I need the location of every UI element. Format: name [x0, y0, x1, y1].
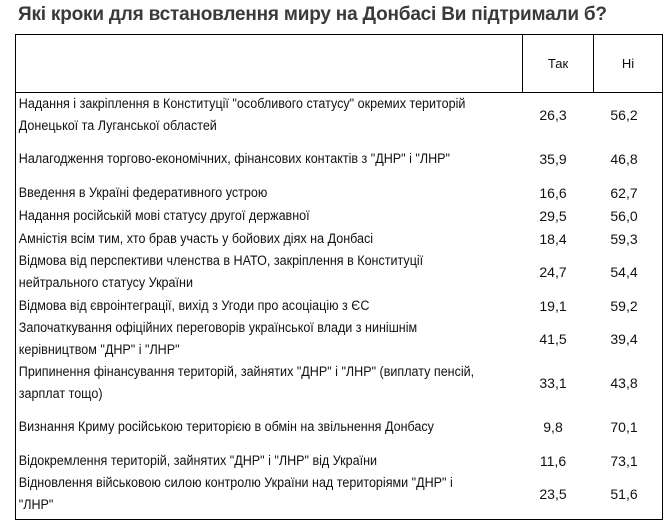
table-row [16, 405, 662, 449]
value-yes: 18,4 [539, 230, 567, 247]
row-label: Введення в Україні федеративного устрою [18, 184, 268, 200]
table-header [16, 35, 662, 93]
row-label: Відмова від перспективи членства в НАТО, закріплення в Конституції нейтрального статусу України [18, 253, 424, 290]
row-label: Припинення фінансування територій, зайнятих "ДНР" і "ЛНР" (виплату пенсій, зарплат тощо) [18, 364, 475, 401]
value-no: 43,8 [610, 375, 638, 391]
table-row [16, 204, 662, 227]
table-row [16, 250, 662, 294]
value-no: 39,4 [610, 331, 638, 347]
table-row [16, 472, 662, 516]
value-no: 54,4 [610, 264, 638, 280]
table-row [16, 294, 662, 317]
value-yes: 23,5 [539, 486, 567, 502]
row-label: Налагодження торгово-економічних, фінансових контактів з "ДНР" і "ЛНР" [18, 151, 451, 166]
value-no: 46,8 [610, 151, 638, 167]
table-row [16, 93, 662, 137]
row-label: Визнання Криму російською територією в обмін на звільнення Донбасу [18, 419, 434, 434]
value-no: 51,6 [610, 486, 638, 502]
value-yes: 33,1 [539, 375, 567, 391]
row-label: Відновлення військовою силою контролю України над територіями "ДНР" і "ЛНР" [18, 475, 453, 512]
value-yes: 29,5 [539, 207, 567, 224]
row-label: Надання і закріплення в Конституції "особливого статусу" окремих територій Донецької та Луганської областей [18, 96, 466, 133]
value-no: 56,2 [610, 107, 638, 123]
value-no: 62,7 [610, 184, 638, 201]
table-row [16, 449, 662, 472]
value-no: 73,1 [610, 452, 638, 469]
value-yes: 19,1 [539, 297, 567, 314]
table-row [16, 181, 662, 204]
value-no: 59,3 [610, 230, 638, 247]
value-yes: 41,5 [539, 331, 567, 347]
value-yes: 35,9 [539, 151, 567, 167]
row-label: Надання російській мові статусу другої державної [18, 207, 310, 223]
survey-table [15, 34, 663, 520]
table-row [16, 317, 662, 361]
row-label: Відокремлення територій, зайнятих "ДНР" і "ЛНР" від України [18, 452, 378, 468]
value-no: 70,1 [610, 419, 638, 435]
value-yes: 11,6 [539, 452, 567, 469]
row-label: Відмова від євроінтеграції, вихід з Угоди про асоціацію з ЄС [18, 297, 370, 313]
column-header-yes: Так [522, 35, 593, 92]
table-row [16, 361, 662, 405]
value-yes: 24,7 [539, 264, 567, 280]
row-label: Амністія всім тим, хто брав участь у бойових діях на Донбасі [18, 230, 374, 246]
value-yes: 9,8 [543, 419, 563, 435]
value-yes: 26,3 [539, 107, 567, 123]
table-body [16, 93, 662, 516]
value-no: 59,2 [610, 297, 638, 314]
value-no: 56,0 [610, 207, 638, 224]
value-yes: 16,6 [539, 184, 567, 201]
column-header-no: Ні [593, 35, 662, 92]
table-row [16, 137, 662, 181]
row-label: Започаткування офіційних переговорів української влади з нинішнім керівництвом "ДНР" і "ЛНР" [18, 320, 418, 357]
page-title: Які кроки для встановлення миру на Донбасі Ви підтримали б? [18, 4, 607, 25]
table-row [16, 227, 662, 250]
